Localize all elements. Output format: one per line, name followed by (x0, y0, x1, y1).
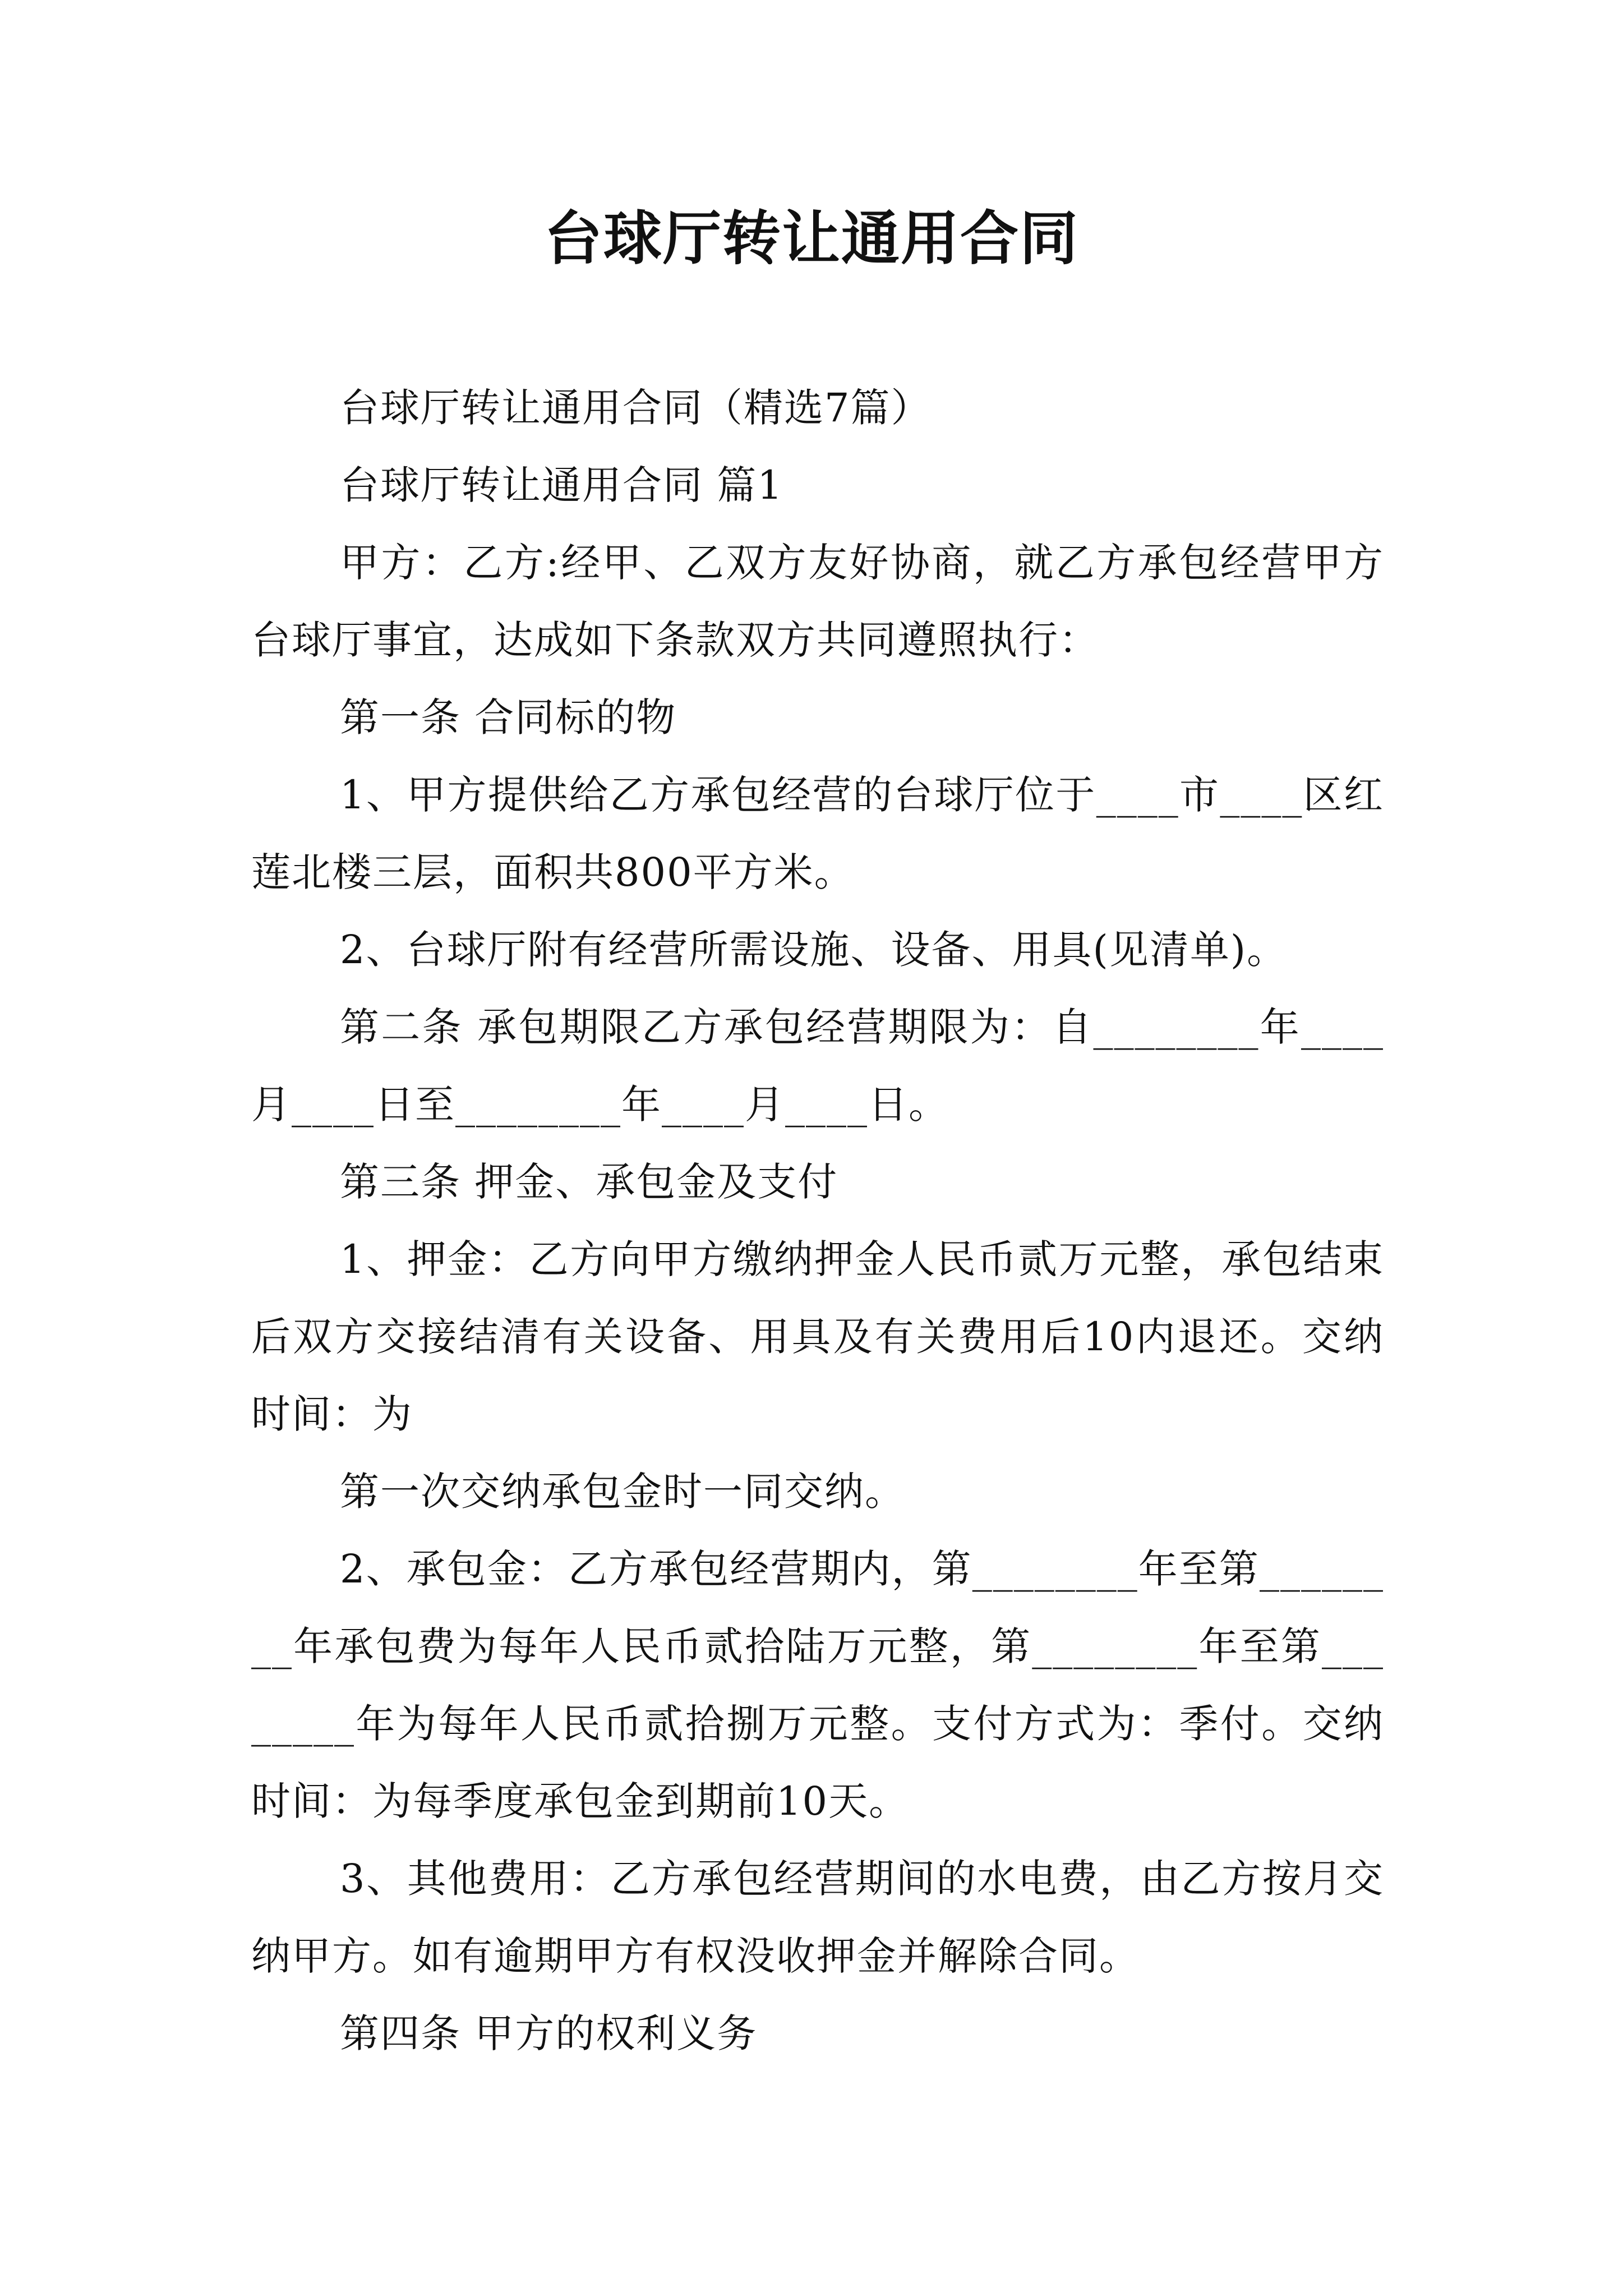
document-body (251, 369, 1384, 2072)
paragraph-article-3-item-1: 1、押金：乙方向甲方缴纳押金人民币贰万元整，承包结束后双方交接结清有关设备、用具及有关费用后10内退还。交纳时间：为 (251, 1236, 1384, 1437)
paragraph-article-2: 第二条 承包期限乙方承包经营期限为：自________年____月____日至________年____月____日。 (251, 1004, 1384, 1128)
paragraph-parties: 甲方：乙方:经甲、乙双方友好协商，就乙方承包经营甲方台球厅事宜，达成如下条款双方共同遵照执行： (251, 540, 1384, 663)
paragraph-article-1-heading: 第一条 合同标的物 (340, 694, 677, 740)
document-title: 台球厅转让通用合同 (543, 204, 1079, 273)
paragraph-article-3-item-1-continued: 第一次交纳承包金时一同交纳。 (340, 1469, 905, 1515)
paragraph-article-1-item-1: 1、甲方提供给乙方承包经营的台球厅位于____市____区红莲北楼三层，面积共800平方米。 (251, 772, 1384, 895)
paragraph-article-4-heading: 第四条 甲方的权利义务 (340, 2010, 758, 2056)
paragraph-section-heading: 台球厅转让通用合同 篇1 (340, 462, 783, 508)
paragraph-article-3-item-2: 2、承包金：乙方承包经营期内，第________年至第________年承包费为每年人民币贰拾陆万元整，第________年至第________年为每年人民币贰拾捌万元整。支付方式为：季付。交纳时间：为每季度承包金到期前10天。 (251, 1546, 1384, 1824)
paragraph-subtitle: 台球厅转让通用合同（精选7篇） (340, 385, 932, 431)
paragraph-article-3-item-3: 3、其他费用：乙方承包经营期间的水电费，由乙方按月交纳甲方。如有逾期甲方有权没收押金并解除合同。 (251, 1856, 1384, 1979)
paragraph-article-1-item-2: 2、台球厅附有经营所需设施、设备、用具(见清单)。 (340, 927, 1288, 973)
paragraph-article-3-heading: 第三条 押金、承包金及支付 (340, 1159, 838, 1205)
